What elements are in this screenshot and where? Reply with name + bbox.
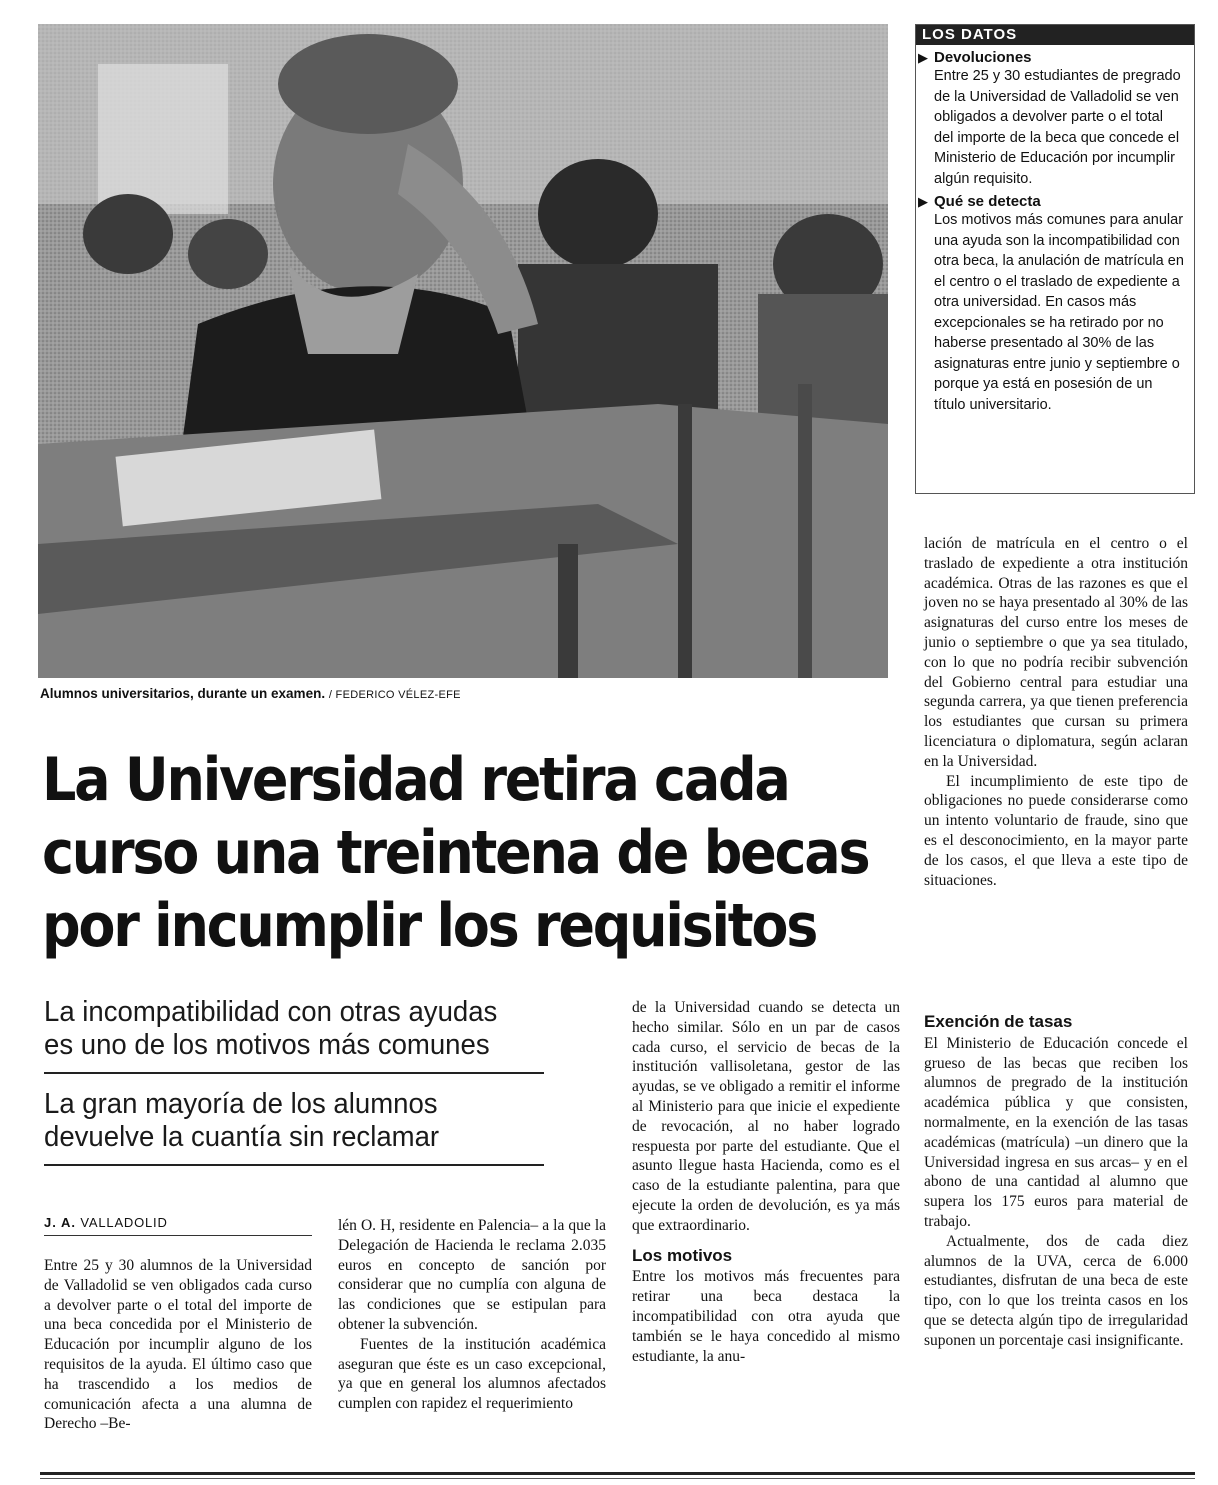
byline xyxy=(44,1215,324,1230)
body-column-3 xyxy=(632,998,900,1366)
subtitle-line: La gran mayoría de los alumnos xyxy=(44,1088,438,1120)
section-heading-exencion: Exención de tasas xyxy=(924,1012,1073,1031)
paragraph: El incumplimiento de este tipo de obligaciones no puede considerarse como un intento voluntario de fraude, sino que es el desconocimiento, en la mayor parte de los casos, el que lleva a este tipo de situaciones. xyxy=(924,772,1188,889)
paragraph: Actualmente, dos de cada diez alumnos de la UVA, cerca de 6.000 estudiantes, disfrutan de una beca de este tipo, con lo que los treinta casos en los que se detecta algún tipo de irregularidad suponen un porcentaje casi insignificante. xyxy=(924,1232,1188,1349)
headline-line: La Universidad retira cada xyxy=(42,745,789,815)
photo-credit: / FEDERICO VÉLEZ-EFE xyxy=(328,689,461,701)
datos-heading-text: Qué se detecta xyxy=(934,193,1041,210)
byline-divider xyxy=(44,1235,312,1236)
datos-item xyxy=(916,49,1194,189)
headline-line: por incumplir los requisitos xyxy=(42,891,817,961)
byline-place: VALLADOLID xyxy=(80,1215,168,1230)
body-column-5 xyxy=(924,1012,1188,1351)
datos-item-heading xyxy=(916,49,1194,66)
subtitle-line: es uno de los motivos más comunes xyxy=(44,1029,490,1061)
byline-author: J. A. xyxy=(44,1215,76,1230)
arrow-right-icon: ▶ xyxy=(918,50,928,65)
datos-sidebar xyxy=(915,24,1195,494)
photo-illustration xyxy=(38,24,888,678)
paragraph: El Ministerio de Educación concede el grueso de las becas que reciben los alumnos de pregrado de la institución académica pública y que consisten, normalmente, en la exención de las tasas académicas (matrícula) –un dinero que la Universidad ingresa en sus arcas– y en el abono de una cantidad al alumno que supera los 175 euros para material de trabajo. xyxy=(924,1034,1188,1230)
article-photo xyxy=(38,24,888,678)
body-column-1 xyxy=(44,1256,312,1434)
divider xyxy=(44,1164,544,1166)
body-column-4 xyxy=(924,534,1188,890)
page-bottom-rule xyxy=(40,1472,1195,1475)
paragraph: lación de matrícula en el centro o el traslado de expediente a otra institución académica. Otras de las razones es que el joven no se haya presentado al 30% de las asignaturas del curso entre los meses de junio o septiembre o que ya sea titulado, con lo que no podría recibir subvención del Gobierno central para estudiar una segunda carrera, ya que tienen preferencia los estudiantes que cursan su primera licenciatura o diplomatura, según aclaran en la Universidad. xyxy=(924,535,1188,770)
paragraph: Entre los motivos más frecuentes para retirar una beca destaca la incompatibilidad con otra ayuda que también se le haya concedido al mismo estudiante, la anu- xyxy=(632,1268,900,1365)
arrow-right-icon: ▶ xyxy=(918,194,928,209)
page-bottom-rule xyxy=(40,1478,1195,1479)
datos-item-text: Los motivos más comunes para anular una ayuda son la incompatibilidad con otra beca, la anulación de matrícula en el centro o el traslado de expediente a otra universidad. En casos más excepcionales se ha retirado por no haberse presentado al 30% de las asignaturas entre junio y septiembre o porque ya está en posesión de un título universitario. xyxy=(934,212,1184,413)
subtitle-line: devuelve la cuantía sin reclamar xyxy=(44,1121,440,1153)
datos-item-text: Entre 25 y 30 estudiantes de pregrado de la Universidad de Valladolid se ven obligados a devolver parte o el total del importe de la beca que concede el Ministerio de Educación por incumplir algún requisito. xyxy=(934,68,1181,187)
divider xyxy=(44,1072,544,1074)
body-column-2 xyxy=(338,1216,606,1414)
section-heading-motivos: Los motivos xyxy=(632,1245,733,1265)
headline xyxy=(42,744,869,963)
datos-item-heading xyxy=(916,193,1194,210)
datos-item xyxy=(916,193,1194,415)
photo-caption xyxy=(40,686,890,701)
paragraph: Entre 25 y 30 alumnos de la Universidad de Valladolid se ven obligados cada curso a devolver parte o el total del importe de una beca concedida por el Ministerio de Educación por incumplir alguno de los requisitos de la ayuda. El último caso que ha trascendido a los medios de comunicación afecta a una alumna de Derecho –Be- xyxy=(44,1257,312,1433)
subtitle-line: La incompatibilidad con otras ayudas xyxy=(44,996,498,1028)
paragraph: de la Universidad cuando se detecta un hecho similar. Sólo en un par de casos cada curso, el servicio de becas de la institución vallisoletana, gestor de las ayudas, se ve obligado a remitir el informe al Ministerio para que inicie el expediente de revocación, al no haber logrado respuesta por parte del estudiante. Que el asunto llegue hasta Hacienda, como es el caso de la estudiante palentina, para que ejecute la orden de devolución, es ya más que extraordinario. xyxy=(632,999,900,1234)
datos-title: LOS DATOS xyxy=(916,25,1194,45)
subtitle-first xyxy=(44,996,538,1062)
datos-heading-text: Devoluciones xyxy=(934,49,1032,66)
caption-text: Alumnos universitarios, durante un examen. xyxy=(40,686,326,701)
paragraph: lén O. H, residente en Palencia– a la que la Delegación de Hacienda le reclama 2.035 euros en concepto de sanción por considerar que no cumplía con alguna de las condiciones que se estipulan para obtener la subvención. xyxy=(338,1217,606,1333)
paragraph: Fuentes de la institución académica aseguran que éste es un caso excepcional, ya que en general los alumnos afectados cumplen con rapidez el requerimiento xyxy=(338,1335,606,1413)
subtitle-second xyxy=(44,1088,538,1154)
headline-line: curso una treintena de becas xyxy=(42,818,869,888)
